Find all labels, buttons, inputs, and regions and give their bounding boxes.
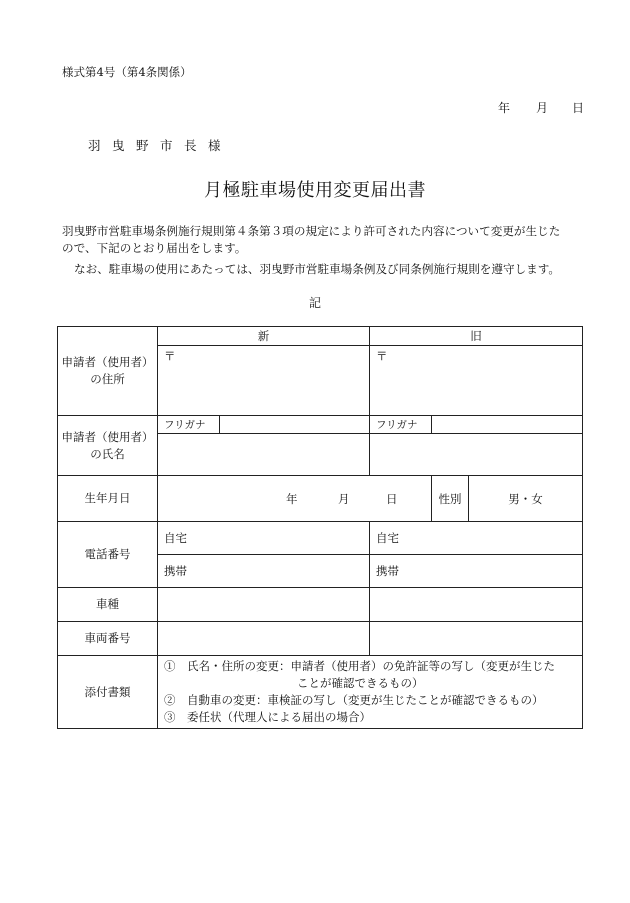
plate-number-old-field[interactable] (370, 622, 583, 656)
addressee-char: 羽 (88, 138, 101, 153)
car-type-label: 車種 (58, 588, 158, 622)
birth-date-label: 生年月日 (58, 476, 158, 522)
address-label: 申請者（使用者） の住所 (58, 327, 158, 416)
date-year-label: 年 (498, 101, 511, 115)
birth-date-field[interactable] (158, 476, 432, 522)
attachments-list (158, 656, 583, 729)
name-new-field[interactable] (158, 434, 370, 476)
plate-number-new-field[interactable] (158, 622, 370, 656)
body-line-2: ので、下記のとおり届出をします。 (62, 241, 247, 255)
date-day-label: 日 (572, 101, 585, 115)
addressee-char: 野 (136, 138, 149, 153)
address-new-field[interactable] (158, 346, 370, 416)
addressee (88, 136, 232, 154)
phone-label: 電話番号 (58, 522, 158, 588)
plate-number-label: 車両番号 (58, 622, 158, 656)
addressee-char: 長 (184, 138, 197, 153)
birth-year-label: 年 (286, 492, 298, 506)
address-old-field[interactable] (370, 346, 583, 416)
addressee-char: 曳 (112, 138, 125, 153)
name-label: 申請者（使用者） の氏名 (58, 416, 158, 476)
furigana-label-new: フリガナ (158, 416, 220, 434)
column-old-header: 旧 (370, 327, 583, 346)
attachment-item: ことが確認できるもの） (297, 676, 424, 690)
furigana-old-field[interactable] (432, 416, 583, 434)
body-line-3: なお、駐車場の使用にあたっては、羽曳野市営駐車場条例及び同条例施行規則を遵守します。 (74, 262, 561, 276)
attachment-item: ② 自動車の変更：車検証の写し（変更が生じたことが確認できるもの） (164, 693, 544, 707)
attachment-item: ③ 委任状（代理人による届出の場合） (164, 710, 371, 724)
ki-heading: 記 (308, 296, 321, 310)
column-new-header: 新 (158, 327, 370, 346)
addressee-char: 市 (160, 138, 173, 153)
postal-mark: 〒 (164, 349, 176, 363)
postal-mark: 〒 (376, 349, 388, 363)
name-old-field[interactable] (370, 434, 583, 476)
birth-day-label: 日 (386, 492, 398, 506)
mobile-phone-new-field[interactable]: 携帯 (158, 555, 370, 588)
document-title: 月極駐車場使用変更届出書 (204, 180, 426, 201)
home-phone-new-field[interactable]: 自宅 (158, 522, 370, 555)
addressee-char: 様 (208, 138, 221, 153)
attachment-item: ① 氏名・住所の変更：申請者（使用者）の免許証等の写し（変更が生じた (164, 659, 555, 673)
car-type-old-field[interactable] (370, 588, 583, 622)
car-type-new-field[interactable] (158, 588, 370, 622)
sex-label: 性別 (432, 476, 469, 522)
date-month-label: 月 (536, 101, 549, 115)
birth-month-label: 月 (338, 492, 350, 506)
furigana-label-old: フリガナ (370, 416, 432, 434)
sex-field[interactable]: 男・女 (469, 476, 583, 522)
furigana-new-field[interactable] (220, 416, 370, 434)
body-line-1: 羽曳野市営駐車場条例施行規則第４条第３項の規定により許可された内容について変更が生じた (62, 224, 561, 238)
form-number: 様式第4号（第4条関係） (62, 65, 192, 79)
mobile-phone-old-field[interactable]: 携帯 (370, 555, 583, 588)
home-phone-old-field[interactable]: 自宅 (370, 522, 583, 555)
change-form-table (57, 326, 583, 729)
attachments-label: 添付書類 (58, 656, 158, 729)
